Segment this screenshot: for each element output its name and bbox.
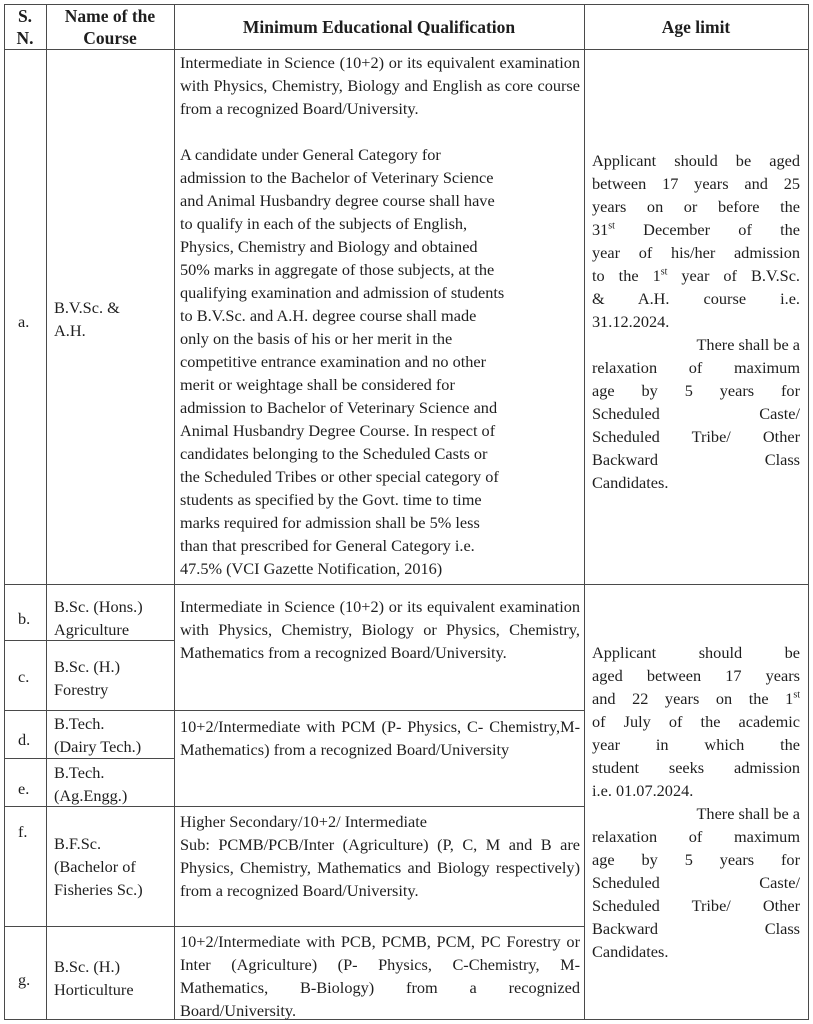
col-divider-2 [174,4,175,1020]
qualification-d-e: 10+2/Intermediate with PCM (P- Physics, C- Chemistry,M-Mathematics) from a recognized Board/University [180,717,580,759]
header-course-line2: Course [83,28,137,48]
qualification-f-line1: Higher Secondary/10+2/ Intermediate [180,812,427,831]
row-a-qual-line: only on the basis of his or her merit in the [180,329,453,348]
row-a-bottom [4,584,809,585]
row-a-qual-line: and Animal Husbandry degree course shall have [180,191,495,210]
qualification-f-rest: Sub: PCMB/PCB/Inter (Agriculture) (P, C, M and B are Physics, Chemistry, Mathematics and Biology respectively) from a recognized Board/University. [180,835,580,900]
row-a-qual-line: Animal Husbandry Degree Course. In respect of [180,421,496,440]
row-a-qual-line: to qualify in each of the subjects of English, [180,214,468,233]
row-c-course: B.Sc. (H.) Forestry [54,657,121,699]
row-f-course: B.F.Sc. (Bachelor of Fisheries Sc.) [54,834,143,899]
table-border-right [808,4,809,1020]
col-divider-3 [584,4,585,1020]
row-a-qual-para2 [180,143,580,580]
row-a-qual-line: marks required for admission shall be 5% less [180,513,480,532]
row-f-sn: f. [18,822,28,841]
qualification-f [180,810,580,902]
header-sn [4,5,46,49]
row-a-qual-line: than that prescribed for General Category i.e. [180,536,475,555]
row-a-qual-line: candidates belonging to the Scheduled Casts or [180,444,488,463]
row-a-course [54,296,172,342]
qualification-g: 10+2/Intermediate with PCB, PCMB, PCM, PC Forestry or Inter (Agriculture) (P- Physics, C-Chemistry, M-Mathematics, B-Biology) from a recognized Board/University. [180,932,580,1020]
row-c-sn: c. [18,667,30,686]
header-course-line1: Name of the [64,6,156,26]
row-a-course-line1: B.V.Sc. & [54,298,120,317]
row-a-course-line2: A.H. [54,321,86,340]
header-sn-line1: S. [17,6,33,26]
row-a-qual-line: Physics, Chemistry and Biology and obtained [180,237,478,256]
qualification-b-c: Intermediate in Science (10+2) or its equivalent examination with Physics, Chemistry, Biology or Physics, Chemistry, Mathematics from a recognized Board/University. [180,597,580,662]
row-a-qual-line: to B.V.Sc. and A.H. degree course shall made [180,306,477,325]
row-d-bottom [4,758,174,759]
row-a-qual-line: A candidate under General Category for [180,145,441,164]
col-divider-1 [46,4,47,1020]
row-g-sn: g. [18,970,31,989]
header-course [46,5,174,49]
row-a-qual-line: students as specified by the Govt. time to time [180,490,482,509]
row-a-qual-line: admission to Bachelor of Veterinary Science and [180,398,498,417]
row-e-sn: e. [18,779,30,798]
row-e-course: B.Tech. (Ag.Engg.) [54,763,128,805]
table-border-left [4,4,5,1020]
row-b-course: B.Sc. (Hons.) Agriculture [54,597,143,639]
header-sn-line2: N. [16,28,34,48]
age-cell-b-g: Applicant should be aged between 17 years and 22 years on the 1st of July of the academic year in which the student seeks admission i.e. 01.07.2024. There shall be a relaxation of maximum age by 5 years for Scheduled Caste/ Scheduled Tribe/ Other Backward Class Candidates. [592,643,800,961]
row-bc-bottom [4,710,584,711]
row-a-qual-line: competitive entrance examination and no other [180,352,487,371]
header-age: Age limit [661,17,731,37]
header-qualification: Minimum Educational Qualification [242,17,516,37]
row-a-qual-line: merit or weightage shall be considered for [180,375,455,394]
row-a-sn: a. [18,312,30,331]
row-a-qual-line: the Scheduled Tribes or other special category of [180,467,499,486]
row-a-qual-line: 47.5% (VCI Gazette Notification, 2016) [180,559,443,578]
row-a-qual-para1: Intermediate in Science (10+2) or its equivalent examination with Physics, Chemistry, Biology and English as core course from a recognized Board/University. [180,53,580,118]
eligibility-table [4,4,809,1020]
row-d-sn: d. [18,730,31,749]
row-b-sn: b. [18,609,31,628]
row-a-qual-line: qualifying examination and admission of students [180,283,505,302]
row-g-course: B.Sc. (H.) Horticulture [54,957,134,999]
row-a-qual-line: admission to the Bachelor of Veterinary Science [180,168,494,187]
header-divider [4,49,809,50]
row-f-bottom [4,926,584,927]
row-a-qual-line: 50% marks in aggregate of those subjects, at the [180,260,495,279]
row-d-course: B.Tech. (Dairy Tech.) [54,714,142,756]
age-cell-a: Applicant should be aged between 17 years and 25 years on or before the 31st December of the year of his/her admission to the 1st year of B.V.Sc. & A.H. course i.e. 31.12.2024. There shall be a relaxation of maximum age by 5 years for Scheduled Caste/ Scheduled Tribe/ Other Backward Class Candidates. [592,151,800,492]
row-a-qualification [180,51,580,580]
